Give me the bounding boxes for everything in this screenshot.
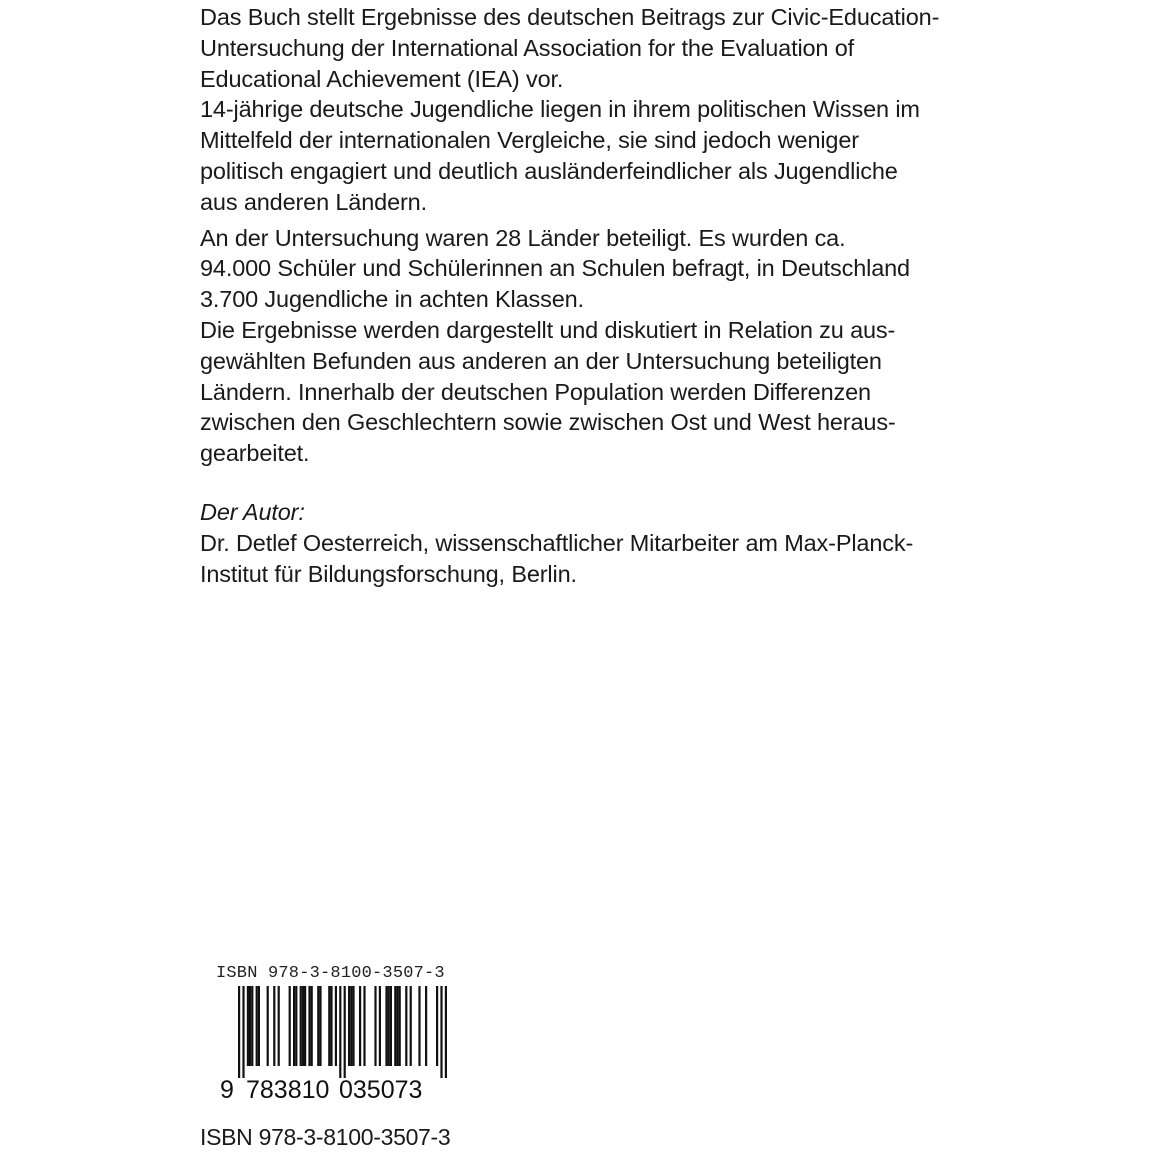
barcode-guard-bar [440,986,442,1078]
isbn-barcode [214,964,474,1109]
barcode-bar [311,986,313,1066]
barcode-bar [436,986,438,1066]
barcode-bar [267,986,269,1066]
text-line: Untersuchung der International Association for the Evaluation of [200,34,855,61]
text-line: 94.000 Schüler und Schülerinnen an Schulen befragt, in Deutschland [200,255,910,282]
text-line: Mittelfeld der internationalen Vergleiche, sie sind jedoch weniger [200,127,859,154]
barcode-bar [352,986,354,1066]
text-line: Das Buch stellt Ergebnisse des deutschen Beitrags zur Civic-Education- [200,4,940,30]
barcode-bar [319,986,321,1066]
barcode-bar [317,986,319,1066]
text-line: Ländern. Innerhalb der deutschen Population werden Differenzen [200,378,871,405]
barcode-guard-bar [445,986,447,1078]
barcode-digits-right: 035073 [339,1076,423,1104]
barcode-guard-bar [238,986,240,1078]
barcode-bar [390,986,392,1066]
barcode-isbn-label: ISBN 978-3-8100-3507-3 [216,964,445,983]
barcode-bar [247,986,249,1066]
barcode-bar [278,986,280,1066]
barcode-bar [308,986,310,1066]
barcode-guard-bar [344,986,346,1078]
barcode-digit-first: 9 [220,1076,234,1104]
barcode-bar [385,986,387,1066]
barcode-bar [300,986,302,1066]
isbn-text: ISBN 978-3-8100-3507-3 [200,1124,451,1150]
barcode-bar [350,986,352,1066]
barcode-bar [258,986,260,1066]
barcode-bar [374,986,376,1066]
barcode-bars [214,986,474,1078]
text-line: 3.700 Jugendliche in achten Klassen. [200,286,584,313]
barcode-digits-left: 783810 [246,1076,330,1104]
barcode-bar [379,986,381,1066]
barcode-bar [396,986,398,1066]
barcode-bar [399,986,401,1066]
text-line: gewählten Befunden aus anderen an der Untersuchung beteiligten [200,347,882,374]
text-line: politisch engagiert und deutlich ausländerfeindlicher als Jugendliche [200,157,898,184]
barcode-bar [304,986,306,1066]
barcode-bar [251,986,253,1066]
barcode-bar [425,986,427,1066]
barcode-bar [289,986,291,1066]
barcode-bar [328,986,330,1066]
barcode-bar [330,986,332,1066]
barcode-bar [410,986,412,1066]
author-section [200,497,990,589]
text-line: 14-jährige deutsche Jugendliche liegen in ihrem politischen Wissen im [200,96,920,123]
barcode-bar [249,986,251,1066]
summary-paragraph-2 [200,223,990,469]
barcode-bar [348,986,350,1066]
barcode-bar [335,986,337,1066]
text-line: zwischen den Geschlechtern sowie zwischen Ost und West heraus- [200,409,896,436]
barcode-bar [295,986,297,1066]
barcode-bar [293,986,295,1066]
barcode-bar [394,986,396,1066]
text-line: aus anderen Ländern. [200,188,427,215]
text-line: Die Ergebnisse werden dargestellt und diskutiert in Relation zu aus- [200,316,896,343]
back-cover-text [200,2,990,589]
text-line: gearbeitet. [200,440,310,467]
barcode-bar [418,986,420,1066]
barcode-guard-bar [339,986,341,1078]
barcode-bar [273,986,275,1066]
barcode-bar [388,986,390,1066]
barcode-bar [256,986,258,1066]
text-line: Educational Achievement (IEA) vor. [200,65,564,92]
barcode-guard-bar [242,986,244,1078]
summary-paragraph-1 [200,2,990,218]
barcode-bar [302,986,304,1066]
author-line: Dr. Detlef Oesterreich, wissenschaftlicher Mitarbeiter am Max-Planck- [200,529,914,556]
author-line: Institut für Bildungsforschung, Berlin. [200,560,577,587]
barcode-bar [363,986,365,1066]
author-heading: Der Autor: [200,498,305,525]
text-line: An der Untersuchung waren 28 Länder beteiligt. Es wurden ca. [200,224,846,251]
barcode-bar [405,986,407,1066]
barcode-bar [359,986,361,1066]
